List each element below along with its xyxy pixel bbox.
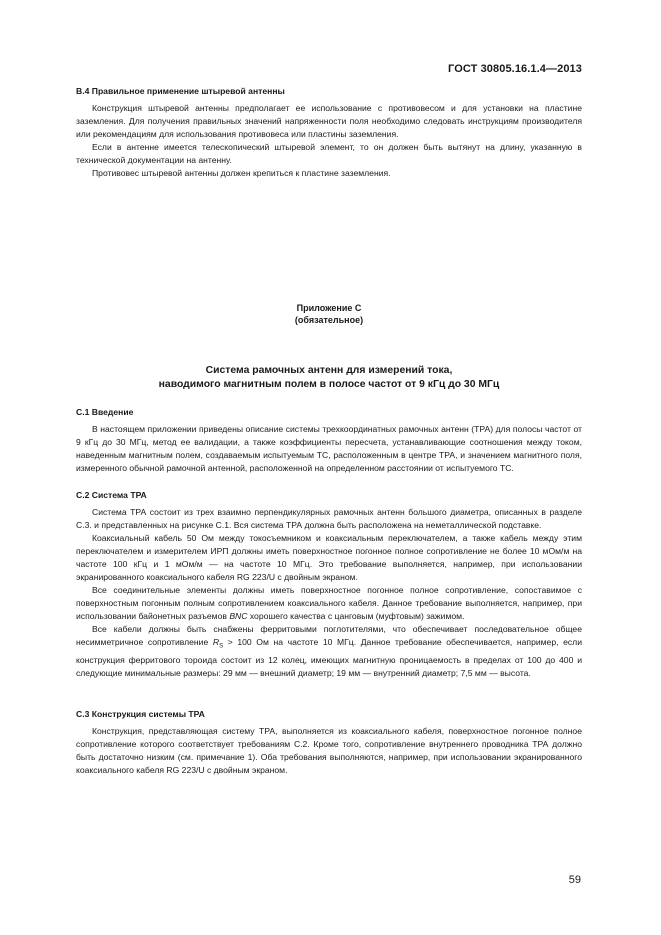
page-number: 59 xyxy=(568,874,581,886)
resistance-subscript: S xyxy=(219,643,224,650)
paragraph: Коаксиальный кабель 50 Ом между токосъемником и коаксиальным переключателем, а также кабель между этим переключателем и измерителем ИРП должны иметь поверхностное погонное полное сопротивление не более 10 мОм/м на частоте 100 кГц и 1 мОм/м — на частоте 10 МГц. Это требование выполняется, например, при использовании экранированного коаксиального кабеля RG 223/U с двойным экраном. xyxy=(76,533,582,582)
paragraph: Конструкция, представляющая систему ТРА, выполняется из коаксиального кабеля, поверхностное погонное полное сопротивление которого соответствует требованиям С.2. Кроме того, сопротивление внутреннего проводника ТРА должно быть достаточно низким (см. примечание 1). Оба требования выполняются, например, при использовании экранированного коаксиального кабеля RG 223/U с двойным экраном. xyxy=(76,726,582,775)
text-run: Все соединительные элементы должны иметь поверхностное погонное полное сопротивление, сопоставимое с поверхностным погонным полным сопротивлением коаксиального кабеля. Данное требование выполняется, например, при использовании байонетных разъемов xyxy=(76,585,582,621)
annex-status: (обязательное) xyxy=(294,315,364,325)
paragraph: Конструкция штыревой антенны предполагает ее использование с противовесом и для установки на пластине заземления. Для получения правильных значений напряженности поля необходимо следовать инструкциям производителя или рекомендациям для использования противовеса или пластины заземления. xyxy=(76,103,582,139)
paragraph: Противовес штыревой антенны должен крепиться к пластине заземления. xyxy=(92,168,391,178)
section-heading: В.4 Правильное применение штыревой антенны xyxy=(76,86,285,96)
annex-title xyxy=(76,364,582,392)
text-run: > 100 Ом на частоте 10 МГц. Данное требование обеспечивается, например, если конструкция ферритового тороида состоит из 12 колец, имеющих магнитную проницаемость в пределах от 100 до 400 и следующие минимальные размеры: 29 мм — внешний диаметр; 19 мм — внутренний диаметр; 7,5 мм — высота. xyxy=(76,637,582,678)
annex-title-line: наводимого магнитным полем в полосе частот от 9 кГц до 30 МГц xyxy=(158,379,500,390)
section-c1 xyxy=(76,406,582,475)
paragraph xyxy=(76,584,582,623)
annex-title-line: Система рамочных антенн для измерений тока, xyxy=(205,365,453,376)
section-heading: С.1 Введение xyxy=(76,407,134,417)
connector-type: BNC xyxy=(229,611,248,621)
text-run: Все кабели должны быть снабжены ферритовыми поглотителями, что обеспечивает последовательное общее несимметричное сопротивление xyxy=(76,624,582,647)
section-heading: С.3 Конструкция системы ТРА xyxy=(76,709,205,719)
section-c2 xyxy=(76,489,582,680)
paragraph xyxy=(76,623,582,680)
paragraph: Если в антенне имеется телескопический штыревой элемент, то он должен быть вытянут на длину, указанную в технической документации на антенну. xyxy=(76,142,582,165)
annex-label: Приложение С xyxy=(296,303,362,313)
section-b4 xyxy=(76,85,582,180)
annex-header xyxy=(76,302,582,326)
resistance-symbol: R xyxy=(212,637,220,647)
paragraph: В настоящем приложении приведены описание системы трехкоординатных рамочных антенн (ТРА) для полосы частот от 9 кГц до 30 МГц, метод ее валидации, а также коэффициенты пересчета, устанавливающие соотношения между током, наведенным магнитным полем, создаваемым испытуемым ТС, расположенным в центре ТРА, и значением магнитного поля, измеренного обычной рамочной антенной, расположенной на определенном расстоянии от испытуемого ТС. xyxy=(76,424,582,473)
section-heading: С.2 Система ТРА xyxy=(76,490,147,500)
section-c3 xyxy=(76,708,582,777)
paragraph: Система ТРА состоит из трех взаимно перпендикулярных рамочных антенн большого диаметра, описанных в разделе С.3. и представленных на рисунке С.1. Вся система ТРА должна быть расположена на неметаллической подставке. xyxy=(76,507,582,530)
text-run: хорошего качества с цанговым (муфтовым) зажимом. xyxy=(247,611,465,621)
document-code: ГОСТ 30805.16.1.4—2013 xyxy=(448,63,582,75)
